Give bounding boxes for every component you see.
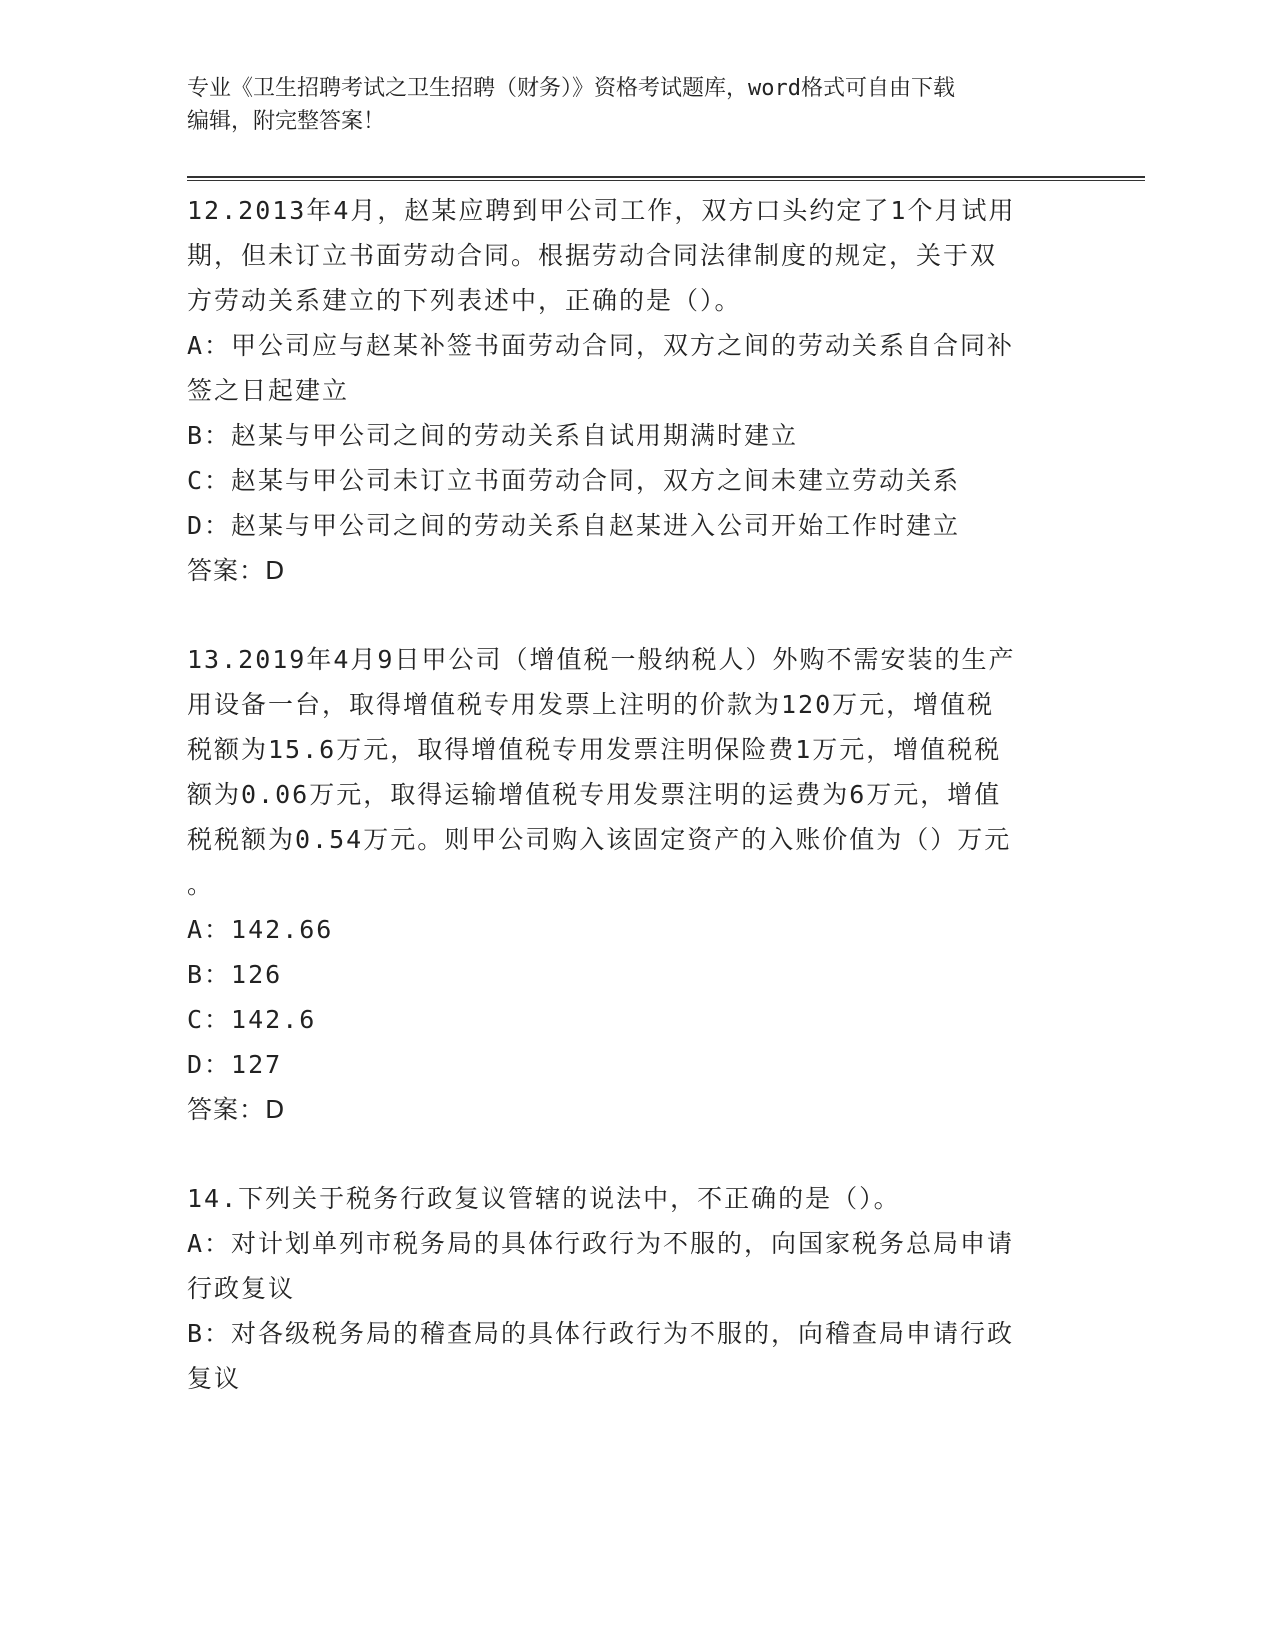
option-a: A：对计划单列市税务局的具体行政行为不服的，向国家税务总局申请 [187, 1229, 1015, 1258]
question-stem-line: 。 [187, 870, 215, 899]
question-list [187, 188, 1077, 1401]
answer-line: 答案：D [187, 556, 286, 585]
question-stem-line: 税额为15.6万元，取得增值税专用发票注明保险费1万元，增值税税 [187, 735, 1002, 764]
option-d: D：赵某与甲公司之间的劳动关系自赵某进入公司开始工作时建立 [187, 511, 961, 540]
question-item [187, 637, 1077, 1132]
page-header [187, 72, 1087, 138]
question-stem-line: 12.2013年4月，赵某应聘到甲公司工作，双方口头约定了1个月试用 [187, 196, 1016, 225]
answer-line: 答案：D [187, 1095, 286, 1124]
question-item [187, 188, 1077, 593]
header-divider [187, 176, 1145, 181]
option-a-continued: 行政复议 [187, 1274, 296, 1303]
question-stem-line: 额为0.06万元，取得运输增值税专用发票注明的运费为6万元，增值 [187, 780, 1002, 809]
question-stem-line: 用设备一台，取得增值税专用发票上注明的价款为120万元，增值税 [187, 690, 995, 719]
question-spacer [187, 593, 1077, 637]
question-spacer [187, 1132, 1077, 1176]
option-b: B：对各级税务局的稽查局的具体行政行为不服的，向稽查局申请行政 [187, 1319, 1015, 1348]
question-stem-line: 14.下列关于税务行政复议管辖的说法中，不正确的是（）。 [187, 1184, 901, 1213]
option-d: D：127 [187, 1050, 283, 1079]
question-stem-line: 税税额为0.54万元。则甲公司购入该固定资产的入账价值为（）万元 [187, 825, 1012, 854]
question-stem-line: 13.2019年4月9日甲公司（增值税一般纳税人）外购不需安装的生产 [187, 645, 1016, 674]
header-line: 编辑，附完整答案！ [187, 109, 386, 134]
option-a-continued: 签之日起建立 [187, 376, 350, 405]
question-stem-line: 方劳动关系建立的下列表述中，正确的是（）。 [187, 286, 742, 315]
question-stem-line: 期，但未订立书面劳动合同。根据劳动合同法律制度的规定，关于双 [187, 241, 998, 270]
option-c: C：赵某与甲公司未订立书面劳动合同，双方之间未建立劳动关系 [187, 466, 961, 495]
option-b-continued: 复议 [187, 1364, 242, 1393]
option-b: B：126 [187, 960, 283, 989]
question-item [187, 1176, 1077, 1401]
header-line: 专业《卫生招聘考试之卫生招聘（财务）》资格考试题库，word格式可自由下载 [187, 76, 955, 101]
option-a: A：142.66 [187, 915, 334, 944]
option-a: A：甲公司应与赵某补签书面劳动合同，双方之间的劳动关系自合同补 [187, 331, 1015, 360]
option-c: C：142.6 [187, 1005, 317, 1034]
option-b: B：赵某与甲公司之间的劳动关系自试用期满时建立 [187, 421, 799, 450]
